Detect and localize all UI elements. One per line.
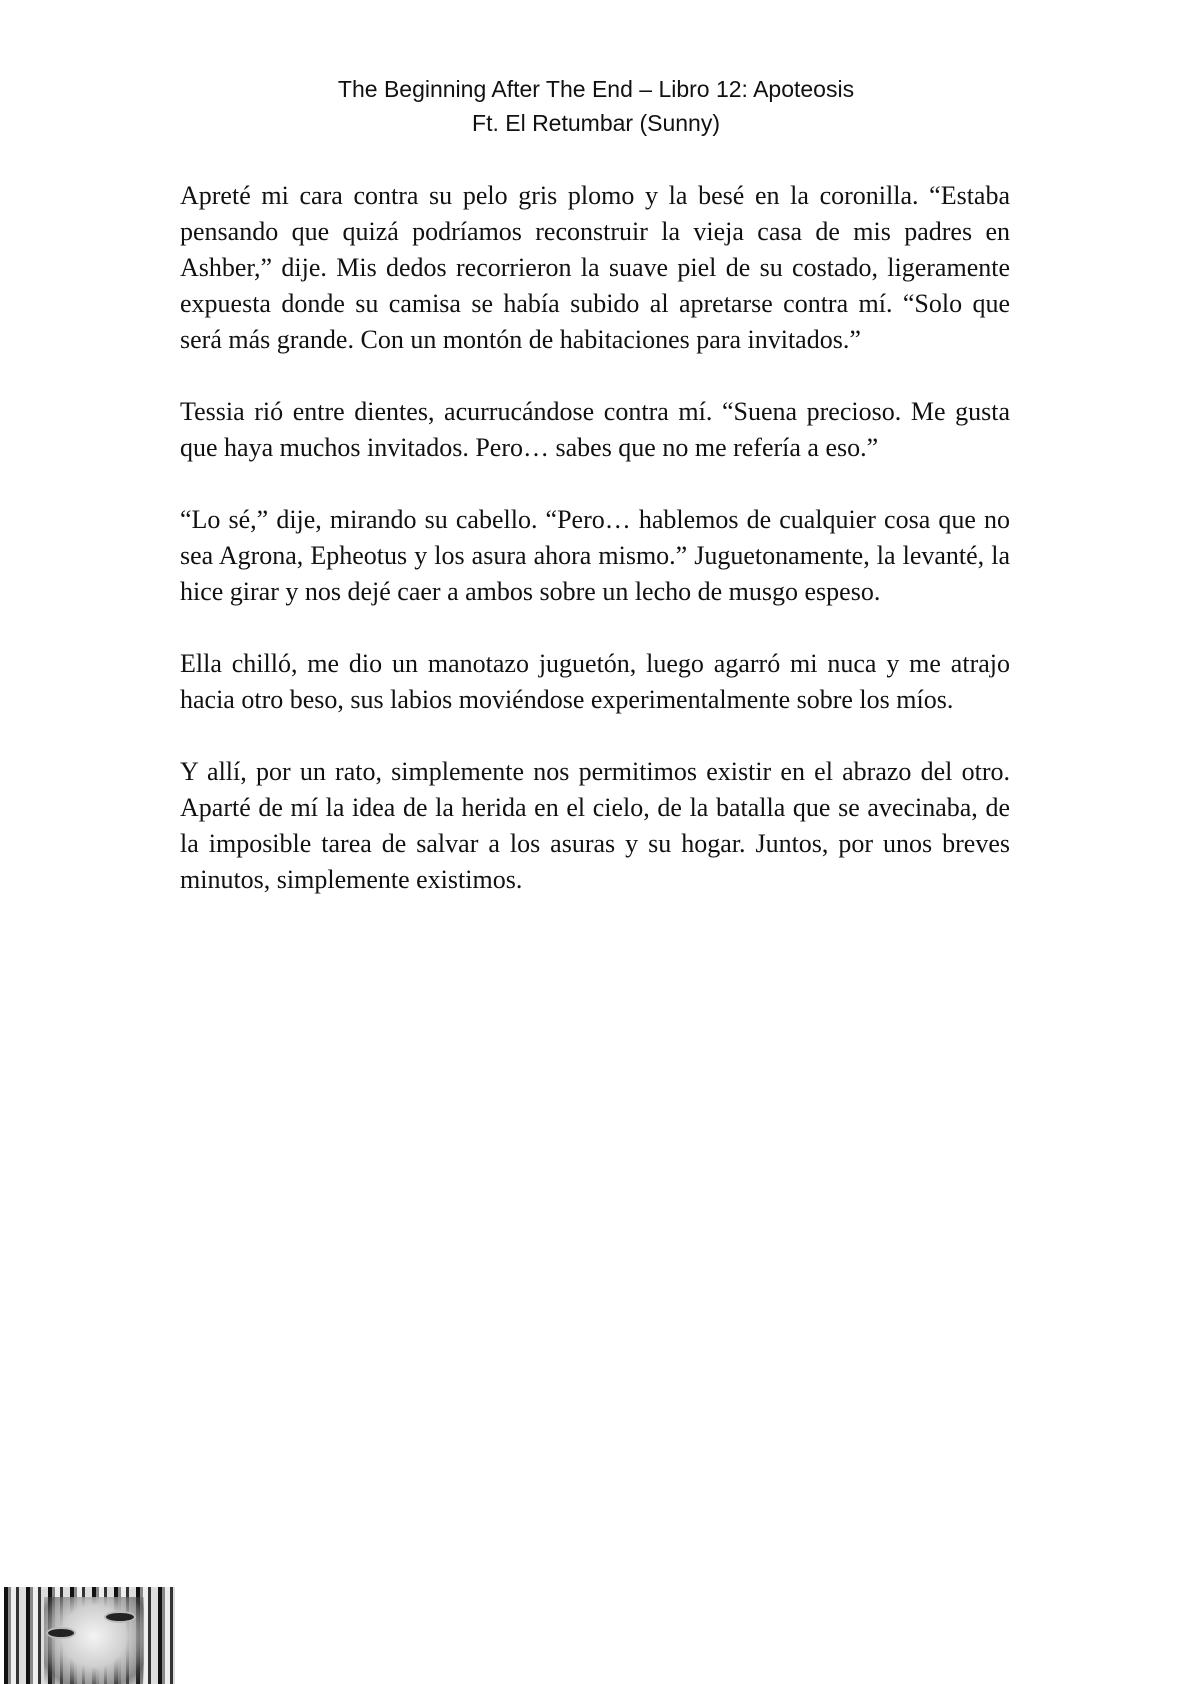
paragraph: “Lo sé,” dije, mirando su cabello. “Pero… hablemos de cualquier cosa que no sea Agrona, Epheotus y los asura ahora mismo.” Juguetonamente, la levanté, la hice girar y nos dejé caer a ambos sobre un lecho de musgo espeso. — [180, 505, 1010, 606]
page-header — [0, 72, 1192, 140]
eye-right — [104, 1611, 136, 1623]
document-body — [180, 178, 1010, 934]
face-illustration — [44, 1597, 144, 1684]
paragraph: Y allí, por un rato, simplemente nos permitimos existir en el abrazo del otro. Aparté de mí la idea de la herida en el cielo, de la batalla que se avecinaba, de la imposible tarea de salvar a los asuras y su hogar. Juntos, por unos breves minutos, simplemente existimos. — [180, 757, 1010, 894]
footer-illustration — [4, 1587, 175, 1684]
paragraph: Apreté mi cara contra su pelo gris plomo y la besé en la coronilla. “Estaba pensando que quizá podríamos reconstruir la vieja casa de mis padres en Ashber,” dije. Mis dedos recorrieron la suave piel de su costado, ligeramente expuesta donde su camisa se había subido al apretarse contra mí. “Solo que será más grande. Con un montón de habitaciones para invitados.” — [180, 181, 1010, 354]
eye-left — [46, 1627, 76, 1639]
header-subtitle: Ft. El Retumbar (Sunny) — [472, 110, 720, 136]
paragraph: Tessia rió entre dientes, acurrucándose contra mí. “Suena precioso. Me gusta que haya muchos invitados. Pero… sabes que no me refería a eso.” — [180, 397, 1010, 462]
header-title: The Beginning After The End – Libro 12: Apoteosis — [337, 76, 855, 102]
paragraph: Ella chilló, me dio un manotazo juguetón, luego agarró mi nuca y me atrajo hacia otro beso, sus labios moviéndose experimentalmente sobre los míos. — [180, 649, 1010, 714]
